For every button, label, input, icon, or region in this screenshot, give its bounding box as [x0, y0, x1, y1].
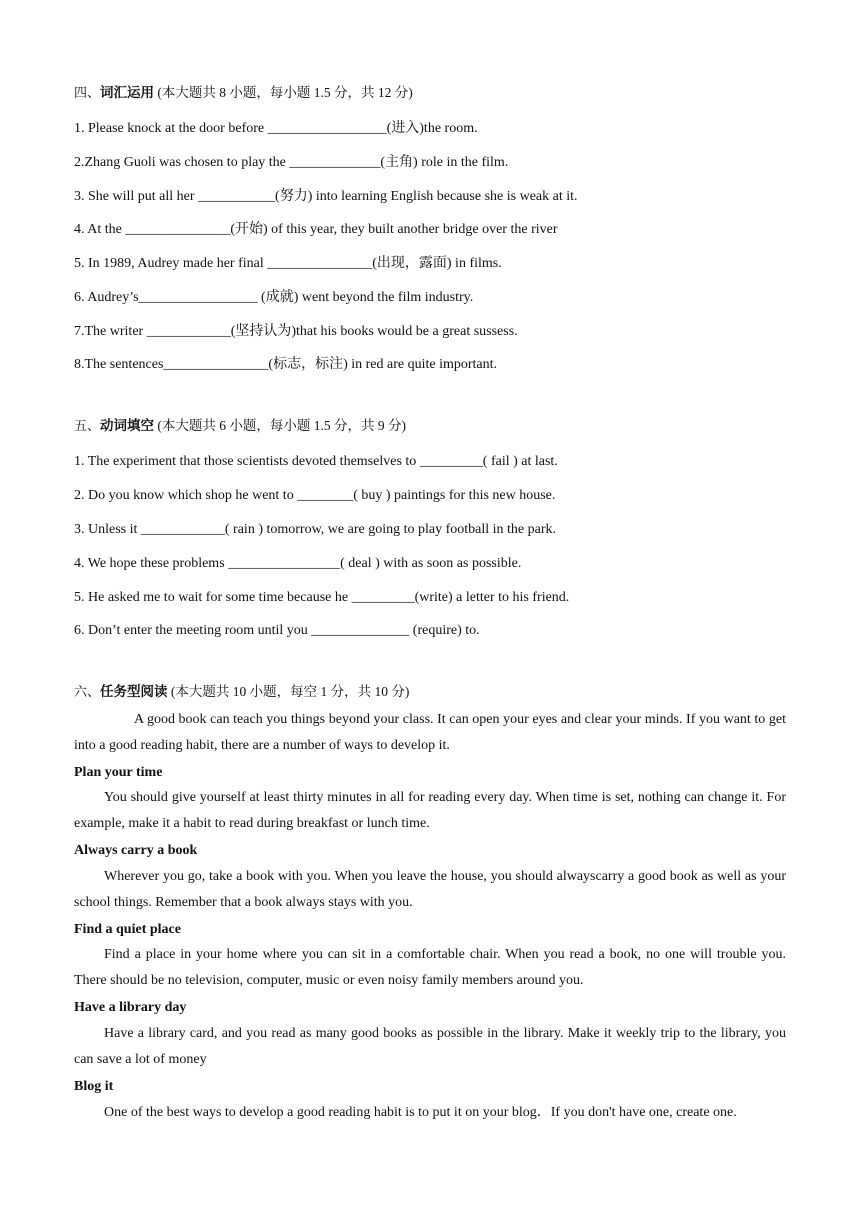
reading-subheading-blog: Blog it [74, 1079, 114, 1094]
reading-subheading-plan: Plan your time [74, 765, 163, 780]
vocab-question-3: 3. She will put all her ___________(努力) into learning English because she is weak at it. [74, 189, 578, 204]
reading-subheading-library: Have a library day [74, 1000, 187, 1015]
section-6-note: (本大题共 10 小题，每空 1 分，共 10 分) [167, 684, 410, 699]
reading-subheading-carry: Always carry a book [74, 843, 198, 858]
section-6-number: 六、 [74, 685, 101, 700]
section-5-heading [74, 417, 406, 436]
vocab-question-1: 1. Please knock at the door before _________________(进入)the room. [74, 121, 478, 136]
section-4-heading [74, 84, 413, 103]
section-4-number: 四、 [74, 86, 101, 101]
reading-paragraph-quiet: Find a place in your home where you can sit in a comfortable chair. When you read a book, no one will trouble you. There should be no television, computer, music or even noisy family members around you. [74, 947, 786, 988]
verb-question-6: 6. Don’t enter the meeting room until you ______________ (require) to. [74, 623, 480, 638]
vocab-question-8: 8.The sentences_______________(标志，标注) in red are quite important. [74, 357, 498, 372]
vocab-question-2: 2.Zhang Guoli was chosen to play the _____________(主角) role in the film. [74, 155, 509, 170]
verb-question-4: 4. We hope these problems ________________( deal ) with as soon as possible. [74, 556, 522, 571]
vocab-question-4: 4. At the _______________(开始) of this year, they built another bridge over the river [74, 222, 558, 237]
reading-subheading-quiet: Find a quiet place [74, 922, 181, 937]
reading-paragraph-library: Have a library card, and you read as many good books as possible in the library. Make it weekly trip to the library, you can save a lot of money [74, 1026, 786, 1067]
verb-question-1: 1. The experiment that those scientists devoted themselves to _________( fail ) at last. [74, 454, 558, 469]
section-4-title: 词汇运用 [100, 85, 155, 101]
section-5-number: 五、 [74, 419, 101, 434]
reading-paragraph-blog: One of the best ways to develop a good reading habit is to put it on your blog．If you don't have one, create one. [104, 1105, 737, 1120]
reading-paragraph-plan: You should give yourself at least thirty minutes in all for reading every day. When time is set, nothing can change it. For example, make it a habit to read during breakfast or lunch time. [74, 790, 786, 831]
section-5-title: 动词填空 [100, 418, 155, 434]
section-5-note: (本大题共 6 小题，每小题 1.5 分，共 9 分) [154, 418, 407, 433]
section-6-title: 任务型阅读 [100, 684, 168, 700]
verb-question-5: 5. He asked me to wait for some time because he _________(write) a letter to his friend. [74, 590, 570, 605]
verb-question-3: 3. Unless it ____________( rain ) tomorrow, we are going to play football in the park. [74, 522, 556, 537]
vocab-question-5: 5. In 1989, Audrey made her final _______________(出现，露面) in films. [74, 256, 502, 271]
verb-question-2: 2. Do you know which shop he went to ________( buy ) paintings for this new house. [74, 488, 556, 503]
vocab-question-7: 7.The writer ____________(坚持认为)that his books would be a great sussess. [74, 324, 518, 339]
section-4-note: (本大题共 8 小题，每小题 1.5 分，共 12 分) [154, 85, 413, 100]
vocab-question-6: 6. Audrey’s_________________ (成就) went beyond the film industry. [74, 290, 474, 305]
reading-intro: A good book can teach you things beyond your class. It can open your eyes and clear your minds. If you want to get into a good reading habit, there are a number of ways to develop it. [74, 712, 786, 753]
section-6-heading [74, 683, 409, 702]
reading-paragraph-carry: Wherever you go, take a book with you. When you leave the house, you should alwayscarry a good book as well as your school things. Remember that a book always stays with you. [74, 869, 786, 910]
